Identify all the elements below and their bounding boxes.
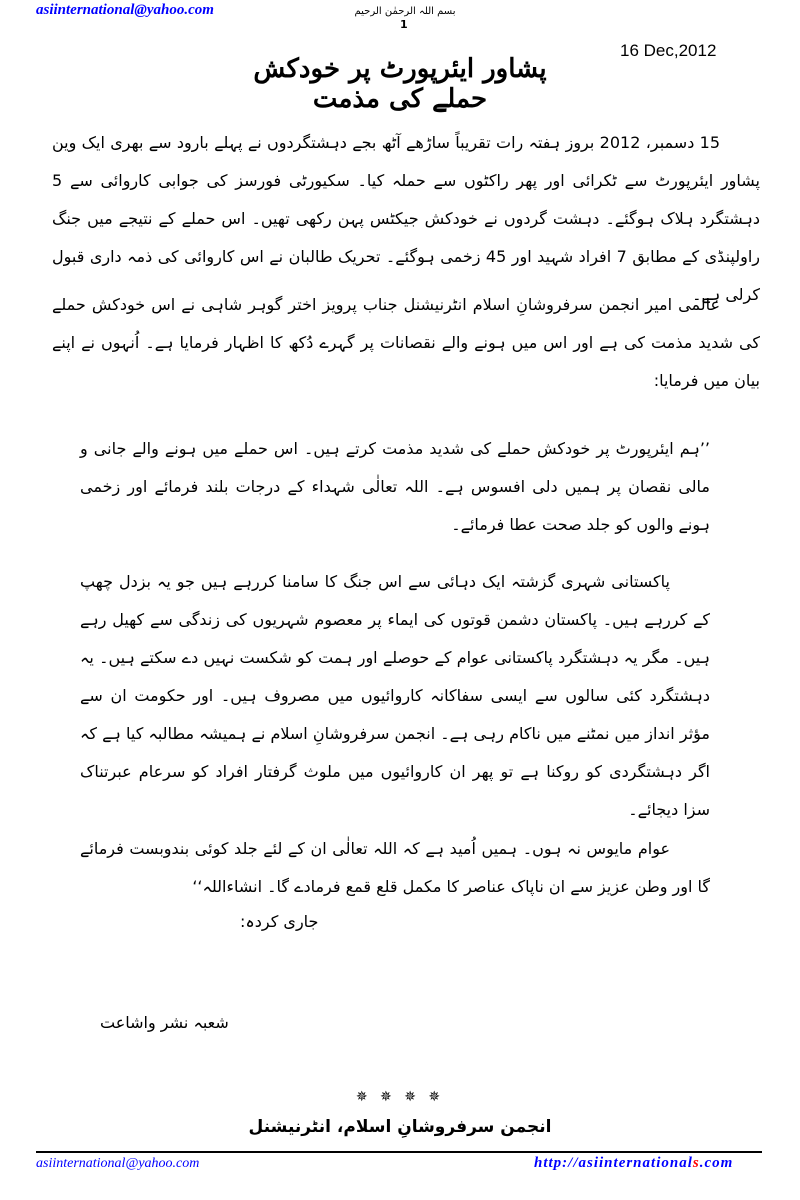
paragraph-quote-start: ’’ہم ایئرپورٹ پر خودکش حملے کی شدید مذمت کرتے ہیں۔ اس حملے میں ہونے والے جانی و مالی نقصان پر ہمیں دلی افسوس ہے۔ اللہ تعالٰی شہداء کے درجات بلند فرمائے اور زخمی ہونے والوں کو جلد صحت عطا فرمائے۔ xyxy=(80,439,710,534)
department-name: شعبہ نشر واشاعت xyxy=(100,1013,229,1032)
paragraph-quote-end: عوام مایوس نہ ہوں۔ ہمیں اُمید ہے کہ اللہ تعالٰی ان کے لئے جلد کوئی بندوبست فرمائے گا اور وطن عزیز سے ان ناپاک عناصر کا مکمل قلع قمع فرمادے گا۔ انشاءاللہ‘‘ xyxy=(80,839,710,896)
page-number: 1 xyxy=(400,18,408,31)
website-highlight: s xyxy=(692,1155,700,1171)
paragraph-quote-middle: پاکستانی شہری گزشتہ ایک دہائی سے اس جنگ کا سامنا کررہے ہیں جو یہ بزدل چھپ کے کررہے ہیں۔ پاکستان دشمن قوتوں کی ایماء پر معصوم شہریوں کی زندگی سے کھیل رہے ہیں۔ مگر یہ دہشتگرد پاکستانی عوام کے حوصلے اور ہمت کو شکست نہیں دے سکتے ہیں۔ یہ دہشتگرد کئی سالوں سے ایسی سفاکانہ کاروائیوں میں مصروف ہیں۔ اور حکومت ان سے مؤثر انداز میں نمٹنے میں ناکام رہی ہے۔ انجمن سرفروشانِ اسلام نے ہمیشہ مطالبہ کیا ہے کہ اگر دہشتگردی کو روکنا ہے تو پھر ان کاروائیوں میں ملوث گرفتار افراد کو سرعام عبرتناک سزا دیجائے۔ xyxy=(80,572,710,819)
website-suffix: .com xyxy=(699,1155,734,1171)
paragraph-incident: 15 دسمبر، 2012 بروز ہفتہ رات تقریباً ساڑھے آٹھ بجے دہشتگردوں نے پہلے بارود سے بھری ایک وین پشاور ایئرپورٹ سے ٹکرائی اور پھر راکٹوں سے حملہ کیا۔ سکیورٹی فورسز کی جوابی کاروائی سے 5 دہشتگرد ہلاک ہوگئے۔ دہشت گردوں نے خودکش جیکٹس پہن رکھی تھیں۔ اس حملے کے نتیجے میں جنگ راولپنڈی کے مطابق 7 افراد شہید اور 45 زخمی ہوگئے۔ تحریک طالبان نے اس کاروائی کی ذمہ داری قبول کرلی ہے۔ xyxy=(52,133,761,304)
document-date: 16 Dec,2012 xyxy=(620,41,717,60)
bismillah-text: بسم اللہ الرحمٰن الرحیم xyxy=(354,6,456,17)
organization-name: انجمن سرفروشانِ اسلام، انٹرنیشنل xyxy=(248,1117,552,1137)
star-ornament-icon: ✵ ✵ ✵ ✵ xyxy=(355,1089,445,1105)
footer-website-link[interactable] xyxy=(534,1155,733,1172)
website-prefix: http://asiinternational xyxy=(534,1155,693,1171)
paragraph-condemnation: عالمی امیر انجمن سرفروشانِ اسلام انٹرنیشنل جناب پرویز اختر گوہر شاہی نے اس خودکش حملے کی شدید مذمت کی ہے اور اس میں ہونے والے نقصانات پر گہرے دُکھ کا اظہار فرمایا ہے۔ اُنہوں نے اپنے بیان میں فرمایا: xyxy=(52,295,760,390)
footer-divider xyxy=(36,1151,762,1153)
footer-email-link[interactable]: asiinternational@yahoo.com xyxy=(36,1156,200,1171)
issued-by-label: جاری کردہ: xyxy=(240,912,319,931)
header-email-link[interactable]: asiinternational@yahoo.com xyxy=(36,2,214,18)
document-title: پشاور ایئرپورٹ پر خودکش حملے کی مذمت xyxy=(253,54,547,114)
